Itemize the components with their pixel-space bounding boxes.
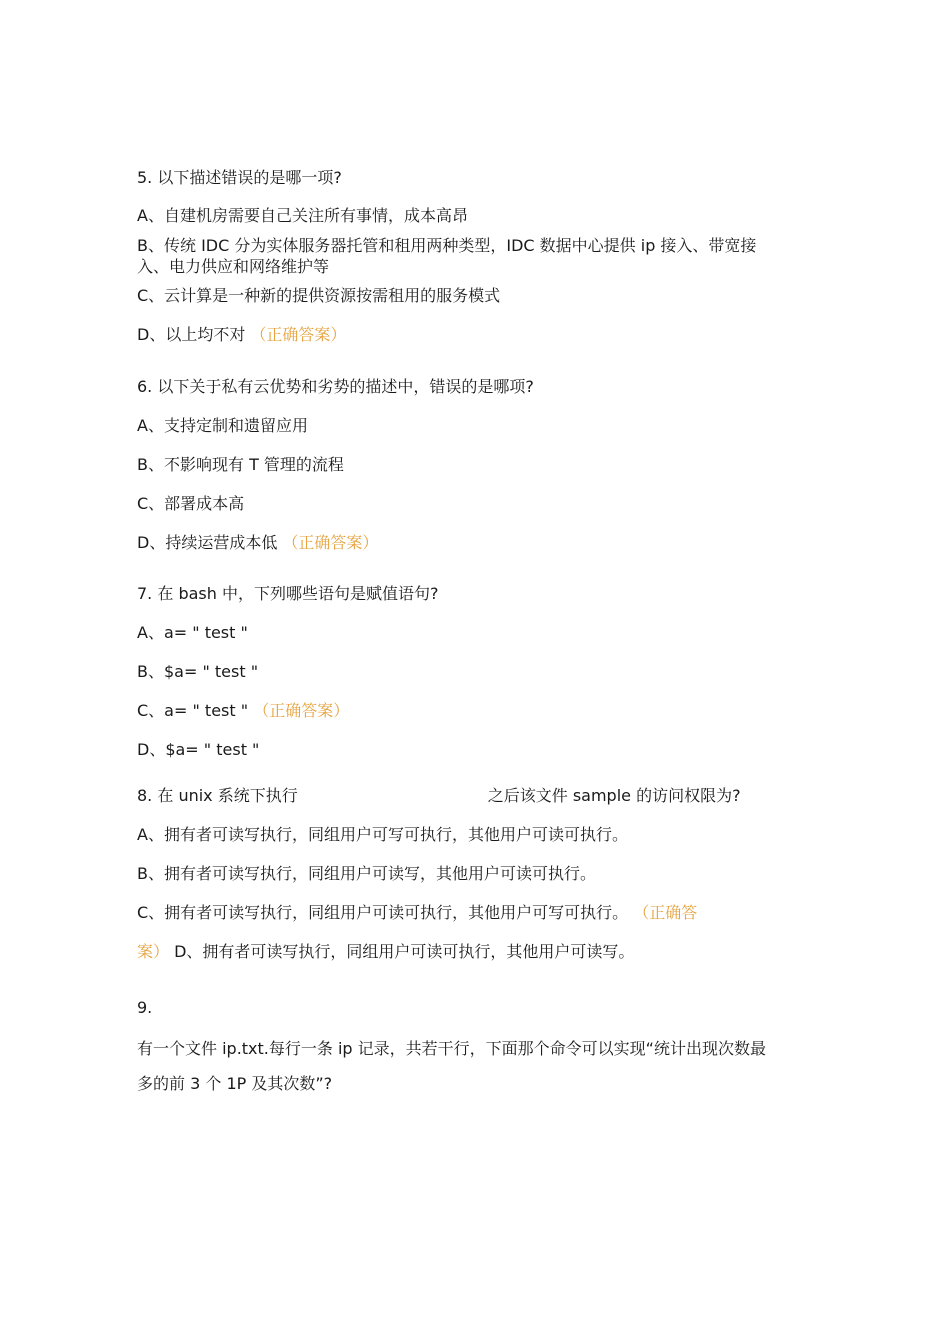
q8-option-d: D、拥有者可读写执行，同组用户可读可执行，其他用户可读写。 bbox=[169, 942, 635, 961]
q9-question-line1: 有一个文件 ip.txt.每行一条 ip 记录，共若干行，下面那个命令可以实现“统计出现次数最 bbox=[137, 1039, 766, 1058]
q7-correct-answer-tag: （正确答案） bbox=[253, 701, 350, 720]
q8-correct-answer-tag-part2: 案） bbox=[137, 942, 170, 961]
q7-option-b: B、$a= " test " bbox=[137, 662, 259, 681]
q7-option-d: D、$a= " test " bbox=[137, 740, 260, 759]
q5-option-b-line2: 入、电力供应和网络维护等 bbox=[137, 257, 330, 276]
q5-option-d-text: D、以上均不对 bbox=[137, 325, 246, 344]
q8-question-post: 之后该文件 sample 的访问权限为? bbox=[487, 786, 741, 805]
q6-question: 6. 以下关于私有云优势和劣势的描述中，错误的是哪项? bbox=[137, 377, 534, 396]
q8-correct-answer-tag-part1: （正确答 bbox=[633, 903, 698, 922]
q5-correct-answer-tag: （正确答案） bbox=[250, 325, 347, 344]
q8-option-c-text: C、拥有者可读写执行，同组用户可读可执行，其他用户可写可执行。 bbox=[137, 903, 629, 922]
q5-question: 5. 以下描述错误的是哪一项? bbox=[137, 168, 342, 187]
q6-option-d bbox=[137, 532, 378, 554]
q8-option-a: A、拥有者可读写执行，同组用户可写可执行，其他用户可读可执行。 bbox=[137, 825, 628, 844]
q5-option-d bbox=[137, 324, 346, 346]
q5-option-c: C、云计算是一种新的提供资源按需租用的服务模式 bbox=[137, 286, 501, 305]
q6-option-a: A、支持定制和遗留应用 bbox=[137, 416, 308, 435]
q5-option-a: A、自建机房需要自己关注所有事情，成本高昂 bbox=[137, 206, 468, 225]
q5-option-b-line1: B、传统 IDC 分为实体服务器托管和租用两种类型，IDC 数据中心提供 ip 接入、带宽接 bbox=[137, 236, 757, 255]
q7-option-a: A、a= " test " bbox=[137, 623, 248, 642]
q8-question bbox=[137, 785, 741, 807]
q9-question-line2: 多的前 3 个 1P 及其次数”? bbox=[137, 1074, 333, 1093]
q7-question: 7. 在 bash 中，下列哪些语句是赋值语句? bbox=[137, 584, 439, 603]
q9-number: 9. bbox=[137, 998, 153, 1017]
q6-option-d-text: D、持续运营成本低 bbox=[137, 533, 278, 552]
q7-option-c-text: C、a= " test " bbox=[137, 701, 249, 720]
q8-option-d-line bbox=[137, 941, 634, 963]
q8-option-b: B、拥有者可读写执行，同组用户可读写，其他用户可读可执行。 bbox=[137, 864, 596, 883]
q7-option-c bbox=[137, 700, 349, 722]
q8-question-pre: 8. 在 unix 系统下执行 bbox=[137, 786, 298, 805]
q6-option-c: C、部署成本高 bbox=[137, 494, 245, 513]
q6-option-b: B、不影响现有 T 管理的流程 bbox=[137, 455, 344, 474]
q6-correct-answer-tag: （正确答案） bbox=[282, 533, 379, 552]
q8-option-c bbox=[137, 902, 697, 924]
